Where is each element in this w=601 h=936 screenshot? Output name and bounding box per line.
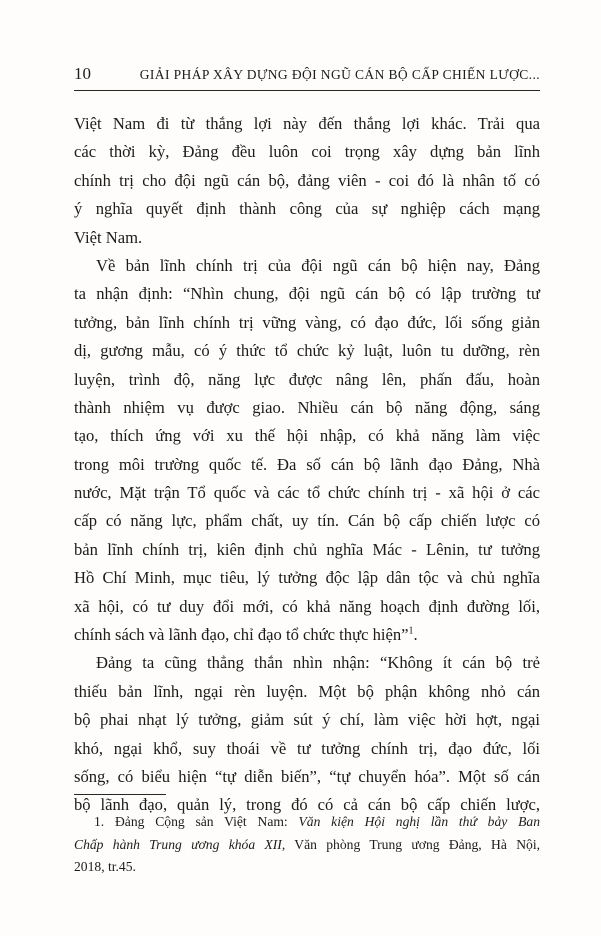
text-line: trong môi trường quốc tế. Đa số cán bộ lãnh đạo Đảng, Nhà: [74, 454, 540, 474]
header-rule: [74, 90, 540, 91]
text-line: cấp có năng lực, phẩm chất, uy tín. Cán bộ cấp chiến lược có: [74, 511, 540, 531]
text-line: dị, gương mẫu, có ý thức tổ chức kỷ luật, luôn tu dưỡng, rèn: [74, 341, 540, 361]
footnote: [74, 811, 540, 879]
body-text: [74, 110, 540, 820]
text-line: luyện, trình độ, năng lực được nâng lên, phấn đấu, hoàn: [74, 369, 540, 389]
footnote-line: 2018, tr.45.: [74, 859, 136, 874]
footnote-reference: 1: [408, 625, 414, 637]
footnote-citation-title-cont: Chấp hành Trung ương khóa XII: [74, 836, 282, 852]
text-line: Việt Nam đi từ thắng lợi này đến thắng lợi khác. Trải qua: [74, 114, 540, 133]
text-line: sống, có biểu hiện “tự diễn biến”, “tự chuyển hóa”. Một số cán: [74, 766, 540, 786]
text-line: tưởng, bản lĩnh chính trị vững vàng, có đạo đức, lối sống giản: [74, 312, 540, 332]
footnote-citation-publisher: , Văn phòng Trung ương Đảng, Hà Nội,: [281, 836, 540, 852]
text-line: Đảng ta cũng thẳng thắn nhìn nhận: “Không ít cán bộ trẻ: [96, 653, 540, 673]
text-line: thành nhiệm vụ được giao. Nhiều cán bộ năng động, sáng: [74, 397, 540, 417]
text-line: bộ phai nhạt lý tưởng, giảm sút ý chí, làm việc hời hợt, ngại: [74, 710, 540, 730]
text-line: Về bản lĩnh chính trị của đội ngũ cán bộ hiện nay, Đảng: [96, 255, 540, 275]
footnote-line: [74, 834, 540, 857]
footnote-citation-author: 1. Đảng Cộng sản Việt Nam:: [94, 814, 299, 829]
footnote-reference-trail: .: [413, 625, 418, 645]
text-line: tạo, thích ứng với xu thế hội nhập, có khả năng làm việc: [74, 426, 540, 446]
footnote-citation-title: Văn kiện Hội nghị lần thứ bảy Ban: [298, 814, 540, 829]
text-line: nước, Mặt trận Tổ quốc và các tổ chức chính trị - xã hội ở các: [74, 483, 540, 503]
text-line: [74, 621, 540, 649]
running-title: GIẢI PHÁP XÂY DỰNG ĐỘI NGŨ CÁN BỘ CẤP CHIẾN LƯỢC...: [139, 67, 540, 82]
running-header: [74, 64, 540, 86]
text-line: xã hội, có tư duy đổi mới, có khả năng hoạch định đường lối,: [74, 596, 540, 616]
page-number: 10: [74, 64, 91, 83]
text-line: ta nhận định: “Nhìn chung, đội ngũ cán bộ có lập trường tư: [74, 284, 540, 304]
text-line: bản lĩnh chính trị, kiên định chủ nghĩa Mác - Lênin, tư tưởng: [74, 539, 540, 559]
text-line: bộ lãnh đạo, quản lý, trong đó có cả cán bộ cấp chiến lược,: [74, 795, 540, 815]
text-line: khó, ngại khổ, suy thoái về tư tưởng chính trị, đạo đức, lối: [74, 738, 540, 758]
text-line: Việt Nam.: [74, 227, 143, 247]
text-line-content: chính sách và lãnh đạo, chỉ đạo tổ chức thực hiện”: [74, 625, 409, 645]
text-line: các thời kỳ, Đảng đều luôn coi trọng xây dựng bản lĩnh: [74, 142, 540, 162]
text-line: ý nghĩa quyết định thành công của sự nghiệp cách mạng: [74, 199, 540, 219]
text-line: chính trị cho đội ngũ cán bộ, đảng viên - coi đó là nhân tố có: [74, 170, 540, 190]
text-line: Hồ Chí Minh, mục tiêu, lý tưởng độc lập dân tộc và chủ nghĩa: [74, 568, 540, 588]
footnote-rule: [74, 794, 166, 795]
text-line: thiếu bản lĩnh, ngại rèn luyện. Một bộ phận không nhỏ cán: [74, 681, 540, 701]
footnote-line: [74, 811, 540, 834]
